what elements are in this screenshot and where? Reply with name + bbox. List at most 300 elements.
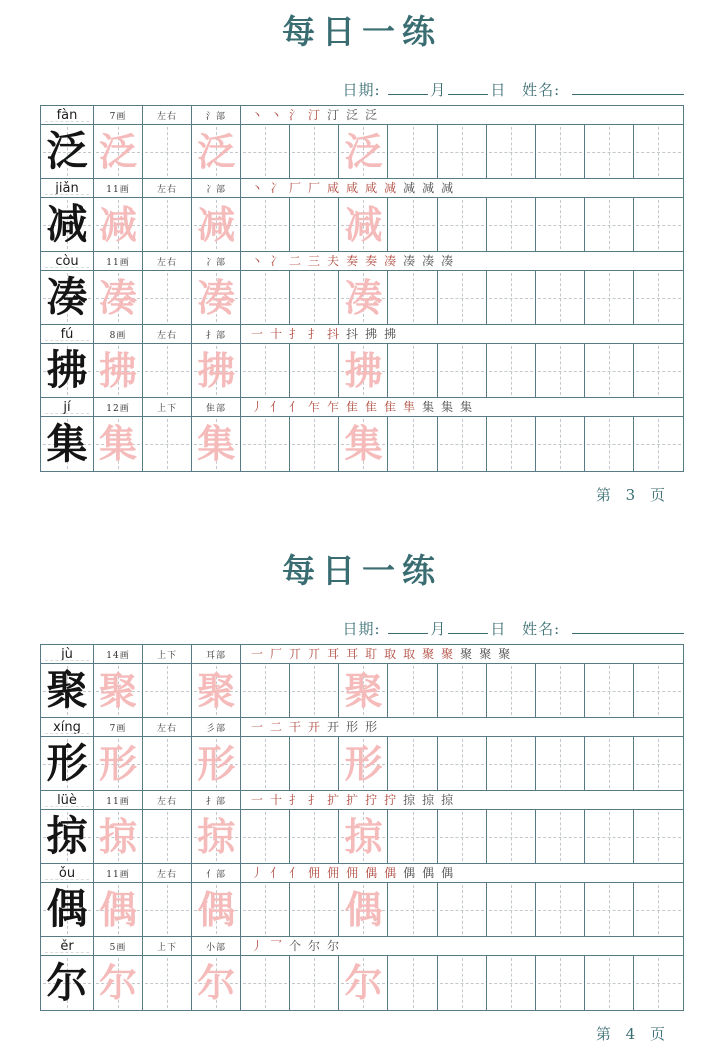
model-char-cell	[41, 271, 94, 324]
day-blank	[448, 620, 488, 634]
trace-char: 尔	[197, 960, 236, 1005]
stroke-step: 集	[422, 400, 435, 414]
practice-row	[41, 810, 683, 864]
trace-char: 减	[344, 201, 383, 247]
practice-cell-empty	[290, 810, 339, 863]
stroke-step: 凑	[384, 254, 397, 268]
stroke-step: 二	[270, 720, 283, 734]
practice-cell-empty	[241, 883, 290, 936]
model-char-cell	[41, 664, 94, 717]
trace-char: 聚	[197, 667, 236, 713]
trace-char: 偶	[99, 886, 138, 932]
model-char-cell	[41, 737, 94, 790]
practice-cell-empty	[585, 125, 634, 178]
practice-cell-traced	[192, 956, 241, 1010]
trace-char: 形	[344, 740, 383, 786]
model-char: 聚	[46, 666, 88, 714]
practice-row	[41, 956, 683, 1010]
stroke-step: 偶	[441, 866, 454, 880]
practice-cell-traced	[192, 198, 241, 251]
practice-cell-empty	[290, 344, 339, 397]
practice-cell-empty	[536, 810, 585, 863]
stroke-step: 三	[308, 254, 321, 268]
practice-cell-empty	[388, 737, 437, 790]
stroke-step: 取	[384, 647, 397, 661]
trace-char: 拂	[344, 347, 383, 393]
stroke-step: 厂	[270, 647, 283, 661]
stroke-step: 抖	[346, 327, 359, 341]
stroke-step: 佣	[346, 866, 359, 880]
practice-cell-empty	[290, 664, 339, 717]
practice-cell-traced	[94, 417, 143, 471]
practice-cell-empty	[241, 664, 290, 717]
stroke-step: 汀	[327, 108, 340, 122]
practice-row	[41, 271, 683, 325]
practice-cell-traced	[94, 271, 143, 324]
pinyin-cell: lüè	[41, 791, 94, 809]
stroke-step: 亻	[270, 866, 283, 880]
practice-cell-empty	[241, 417, 290, 471]
practice-cell-empty	[536, 664, 585, 717]
practice-cell-empty	[388, 198, 437, 251]
stroke-step: 尔	[308, 939, 321, 953]
stroke-step: 耳	[327, 647, 340, 661]
stroke-step: 耵	[365, 647, 378, 661]
practice-cell-empty	[438, 956, 487, 1010]
practice-cell-empty	[536, 271, 585, 324]
trace-char: 尔	[99, 960, 138, 1005]
stroke-step: 偶	[403, 866, 416, 880]
practice-cell-empty	[438, 198, 487, 251]
practice-cell-traced	[94, 198, 143, 251]
stroke-step: 奏	[346, 254, 359, 268]
structure-cell: 上下	[143, 937, 192, 955]
stroke-step: 一	[251, 793, 264, 807]
stroke-step: 夫	[327, 254, 340, 268]
stroke-count-cell: 8画	[94, 325, 143, 343]
stroke-step: 丶	[251, 181, 264, 195]
practice-cell-empty	[634, 737, 683, 790]
practice-cell-empty	[536, 883, 585, 936]
stroke-step: 丿	[251, 400, 264, 414]
stroke-step: 凑	[441, 254, 454, 268]
practice-table	[40, 105, 684, 472]
practice-cell-traced	[192, 883, 241, 936]
stroke-step: 泛	[346, 108, 359, 122]
trace-char: 掠	[197, 813, 236, 859]
practice-cell-empty	[634, 956, 683, 1010]
stroke-order-cell	[241, 864, 683, 882]
stroke-order-cell	[241, 645, 683, 663]
practice-cell-empty	[438, 125, 487, 178]
practice-cell-empty	[634, 271, 683, 324]
pinyin-cell: xíng	[41, 718, 94, 736]
practice-cell-empty	[143, 737, 192, 790]
practice-cell-empty	[290, 883, 339, 936]
stroke-step: 减	[384, 181, 397, 195]
practice-cell-empty	[143, 198, 192, 251]
practice-cell-empty	[634, 883, 683, 936]
trace-char: 凑	[344, 274, 383, 320]
month-blank	[388, 81, 428, 95]
trace-char: 拂	[99, 347, 138, 393]
stroke-step: 丌	[289, 647, 302, 661]
stroke-step: 聚	[460, 647, 473, 661]
practice-row	[41, 125, 683, 179]
practice-cell-traced	[94, 956, 143, 1010]
stroke-step: 厂	[289, 181, 302, 195]
stroke-step: 凑	[422, 254, 435, 268]
stroke-step: 耳	[346, 647, 359, 661]
practice-cell-empty	[143, 417, 192, 471]
day-label: 日	[490, 81, 507, 99]
trace-char: 集	[99, 421, 138, 466]
radical-cell: 冫部	[192, 179, 241, 197]
practice-cell-empty	[536, 956, 585, 1010]
structure-cell: 上下	[143, 398, 192, 416]
practice-cell-traced	[339, 956, 388, 1010]
practice-cell-empty	[536, 737, 585, 790]
practice-row	[41, 417, 683, 471]
stroke-step: 亻	[270, 400, 283, 414]
practice-row	[41, 664, 683, 718]
stroke-step: 减	[422, 181, 435, 195]
char-row-header	[41, 106, 683, 125]
practice-cell-traced	[192, 737, 241, 790]
practice-cell-empty	[241, 810, 290, 863]
practice-cell-empty	[487, 956, 536, 1010]
radical-cell: 隹部	[192, 398, 241, 416]
stroke-step: 佣	[327, 866, 340, 880]
stroke-step: 氵	[289, 108, 302, 122]
trace-char: 形	[197, 740, 236, 786]
practice-cell-empty	[585, 417, 634, 471]
trace-char: 偶	[197, 886, 236, 932]
practice-cell-traced	[94, 125, 143, 178]
stroke-step: 减	[403, 181, 416, 195]
practice-cell-empty	[634, 664, 683, 717]
practice-cell-empty	[388, 956, 437, 1010]
practice-cell-empty	[536, 344, 585, 397]
stroke-order-cell	[241, 937, 683, 955]
trace-char: 泛	[344, 128, 383, 174]
stroke-step: 乍	[327, 400, 340, 414]
practice-cell-empty	[487, 344, 536, 397]
practice-cell-empty	[290, 956, 339, 1010]
stroke-step: 减	[441, 181, 454, 195]
stroke-step: 丿	[251, 939, 264, 953]
practice-table	[40, 644, 684, 1011]
practice-cell-empty	[487, 883, 536, 936]
practice-cell-empty	[536, 125, 585, 178]
practice-cell-empty	[487, 271, 536, 324]
practice-cell-empty	[585, 344, 634, 397]
radical-cell: 扌部	[192, 325, 241, 343]
stroke-step: 扌	[308, 793, 321, 807]
model-char-cell	[41, 344, 94, 397]
model-char-cell	[41, 198, 94, 251]
structure-cell: 左右	[143, 106, 192, 124]
stroke-step: 个	[289, 939, 302, 953]
model-char-cell	[41, 125, 94, 178]
practice-cell-traced	[192, 417, 241, 471]
page-title: 每日一练	[282, 551, 442, 590]
stroke-step: 聚	[422, 647, 435, 661]
practice-cell-empty	[634, 125, 683, 178]
practice-cell-empty	[438, 737, 487, 790]
model-char-cell	[41, 956, 94, 1010]
stroke-step: 冫	[270, 254, 283, 268]
practice-cell-empty	[438, 417, 487, 471]
practice-cell-traced	[192, 810, 241, 863]
practice-cell-empty	[634, 417, 683, 471]
stroke-step: 亻	[289, 866, 302, 880]
stroke-step: 亻	[289, 400, 302, 414]
stroke-step: 隹	[346, 400, 359, 414]
practice-cell-empty	[487, 198, 536, 251]
practice-cell-empty	[241, 198, 290, 251]
structure-cell: 左右	[143, 252, 192, 270]
practice-cell-empty	[143, 810, 192, 863]
stroke-step: 汀	[308, 108, 321, 122]
char-row-header	[41, 937, 683, 956]
model-char-cell	[41, 417, 94, 471]
practice-row	[41, 198, 683, 252]
stroke-order-cell	[241, 325, 683, 343]
practice-cell-empty	[536, 417, 585, 471]
practice-cell-traced	[339, 344, 388, 397]
stroke-step: 干	[289, 720, 302, 734]
structure-cell: 左右	[143, 179, 192, 197]
char-row-header	[41, 252, 683, 271]
practice-cell-traced	[94, 344, 143, 397]
trace-char: 拂	[197, 347, 236, 393]
stroke-step: 开	[308, 720, 321, 734]
practice-cell-empty	[585, 956, 634, 1010]
model-char: 减	[46, 200, 88, 248]
day-label: 日	[490, 620, 507, 638]
stroke-step: 丶	[251, 254, 264, 268]
practice-cell-empty	[388, 810, 437, 863]
worksheet-page-4	[0, 545, 724, 1044]
stroke-step: 丶	[270, 108, 283, 122]
stroke-order-cell	[241, 791, 683, 809]
stroke-count-cell: 12画	[94, 398, 143, 416]
model-char: 凑	[46, 273, 88, 321]
model-char-cell	[41, 883, 94, 936]
page-title: 每日一练	[282, 12, 442, 51]
stroke-step: 隹	[384, 400, 397, 414]
model-char: 泛	[46, 127, 88, 175]
stroke-step: 扩	[327, 793, 340, 807]
practice-cell-empty	[143, 883, 192, 936]
practice-row	[41, 883, 683, 937]
stroke-step: 一	[251, 720, 264, 734]
stroke-step: 偶	[384, 866, 397, 880]
trace-char: 聚	[99, 667, 138, 713]
practice-cell-empty	[536, 198, 585, 251]
stroke-step: 偶	[365, 866, 378, 880]
pinyin-cell: fú	[41, 325, 94, 343]
practice-cell-empty	[634, 344, 683, 397]
stroke-step: 丶	[251, 108, 264, 122]
practice-cell-traced	[94, 664, 143, 717]
stroke-step: 丿	[251, 866, 264, 880]
practice-cell-empty	[290, 198, 339, 251]
stroke-count-cell: 11画	[94, 864, 143, 882]
stroke-step: 十	[270, 327, 283, 341]
name-blank	[572, 81, 684, 95]
practice-cell-traced	[339, 271, 388, 324]
month-label: 月	[430, 620, 447, 638]
trace-char: 形	[99, 740, 138, 786]
stroke-step: 掠	[403, 793, 416, 807]
practice-cell-empty	[241, 956, 290, 1010]
stroke-step: 咸	[365, 181, 378, 195]
stroke-step: 一	[251, 327, 264, 341]
practice-cell-empty	[438, 883, 487, 936]
trace-char: 减	[197, 201, 236, 247]
practice-cell-empty	[634, 198, 683, 251]
practice-cell-empty	[241, 271, 290, 324]
stroke-step: 咸	[327, 181, 340, 195]
stroke-step: 集	[441, 400, 454, 414]
date-name-line	[40, 79, 684, 100]
radical-cell: 扌部	[192, 791, 241, 809]
practice-cell-traced	[192, 664, 241, 717]
practice-cell-empty	[143, 956, 192, 1010]
stroke-step: 厂	[308, 181, 321, 195]
char-row-header	[41, 645, 683, 664]
practice-cell-traced	[339, 664, 388, 717]
practice-cell-empty	[241, 737, 290, 790]
trace-char: 泛	[197, 128, 236, 174]
trace-char: 掠	[99, 813, 138, 859]
pinyin-cell: jù	[41, 645, 94, 663]
char-row-header	[41, 398, 683, 417]
name-label: 姓名:	[522, 81, 561, 99]
practice-cell-empty	[585, 664, 634, 717]
stroke-step: 聚	[498, 647, 511, 661]
practice-cell-empty	[634, 810, 683, 863]
trace-char: 泛	[99, 128, 138, 174]
date-label: 日期:	[342, 620, 381, 638]
stroke-step: 一	[251, 647, 264, 661]
pinyin-cell: fàn	[41, 106, 94, 124]
practice-cell-empty	[487, 417, 536, 471]
practice-cell-empty	[241, 344, 290, 397]
stroke-step: 咸	[346, 181, 359, 195]
practice-cell-traced	[339, 198, 388, 251]
stroke-step: 佣	[308, 866, 321, 880]
stroke-step: 拂	[384, 327, 397, 341]
practice-cell-traced	[94, 883, 143, 936]
model-char: 形	[46, 739, 88, 787]
practice-cell-empty	[487, 125, 536, 178]
practice-cell-traced	[94, 810, 143, 863]
stroke-step: 聚	[479, 647, 492, 661]
practice-cell-empty	[487, 737, 536, 790]
trace-char: 减	[99, 201, 138, 247]
trace-char: 掠	[344, 813, 383, 859]
practice-cell-empty	[438, 271, 487, 324]
practice-cell-empty	[585, 271, 634, 324]
practice-cell-traced	[339, 883, 388, 936]
trace-char: 凑	[197, 274, 236, 320]
practice-cell-empty	[143, 271, 192, 324]
stroke-count-cell: 11画	[94, 179, 143, 197]
stroke-step: 取	[403, 647, 416, 661]
stroke-step: 十	[270, 793, 283, 807]
structure-cell: 上下	[143, 645, 192, 663]
stroke-step: 掠	[441, 793, 454, 807]
practice-cell-empty	[143, 344, 192, 397]
stroke-order-cell	[241, 718, 683, 736]
trace-char: 集	[197, 421, 236, 466]
stroke-order-cell	[241, 398, 683, 416]
practice-cell-traced	[339, 810, 388, 863]
stroke-count-cell: 11画	[94, 252, 143, 270]
stroke-step: 偶	[422, 866, 435, 880]
stroke-step: 拂	[365, 327, 378, 341]
stroke-step: 泛	[365, 108, 378, 122]
practice-cell-empty	[143, 664, 192, 717]
practice-cell-empty	[438, 344, 487, 397]
stroke-count-cell: 5画	[94, 937, 143, 955]
structure-cell: 左右	[143, 791, 192, 809]
practice-cell-traced	[339, 417, 388, 471]
practice-cell-empty	[585, 883, 634, 936]
stroke-step: 隹	[365, 400, 378, 414]
stroke-step: 抖	[327, 327, 340, 341]
practice-cell-empty	[290, 417, 339, 471]
practice-cell-empty	[143, 125, 192, 178]
structure-cell: 左右	[143, 864, 192, 882]
practice-cell-empty	[241, 125, 290, 178]
practice-row	[41, 344, 683, 398]
char-row-header	[41, 718, 683, 737]
stroke-order-cell	[241, 106, 683, 124]
practice-cell-empty	[487, 664, 536, 717]
radical-cell: 氵部	[192, 106, 241, 124]
char-row-header	[41, 864, 683, 883]
trace-char: 尔	[344, 960, 383, 1005]
trace-char: 偶	[344, 886, 383, 932]
stroke-step: 形	[365, 720, 378, 734]
trace-char: 聚	[344, 667, 383, 713]
practice-cell-empty	[438, 664, 487, 717]
model-char: 掠	[46, 812, 88, 860]
practice-cell-traced	[192, 271, 241, 324]
model-char: 偶	[46, 885, 88, 933]
stroke-count-cell: 7画	[94, 718, 143, 736]
stroke-step: 奏	[365, 254, 378, 268]
stroke-step: 丌	[308, 647, 321, 661]
radical-cell: 小部	[192, 937, 241, 955]
practice-cell-empty	[388, 664, 437, 717]
date-label: 日期:	[342, 81, 381, 99]
char-row-header	[41, 325, 683, 344]
page-number: 第 3 页	[595, 486, 670, 504]
pinyin-cell: ěr	[41, 937, 94, 955]
month-blank	[388, 620, 428, 634]
practice-cell-empty	[487, 810, 536, 863]
structure-cell: 左右	[143, 718, 192, 736]
practice-cell-empty	[388, 344, 437, 397]
practice-cell-empty	[290, 125, 339, 178]
stroke-step: 拧	[365, 793, 378, 807]
trace-char: 凑	[99, 274, 138, 320]
